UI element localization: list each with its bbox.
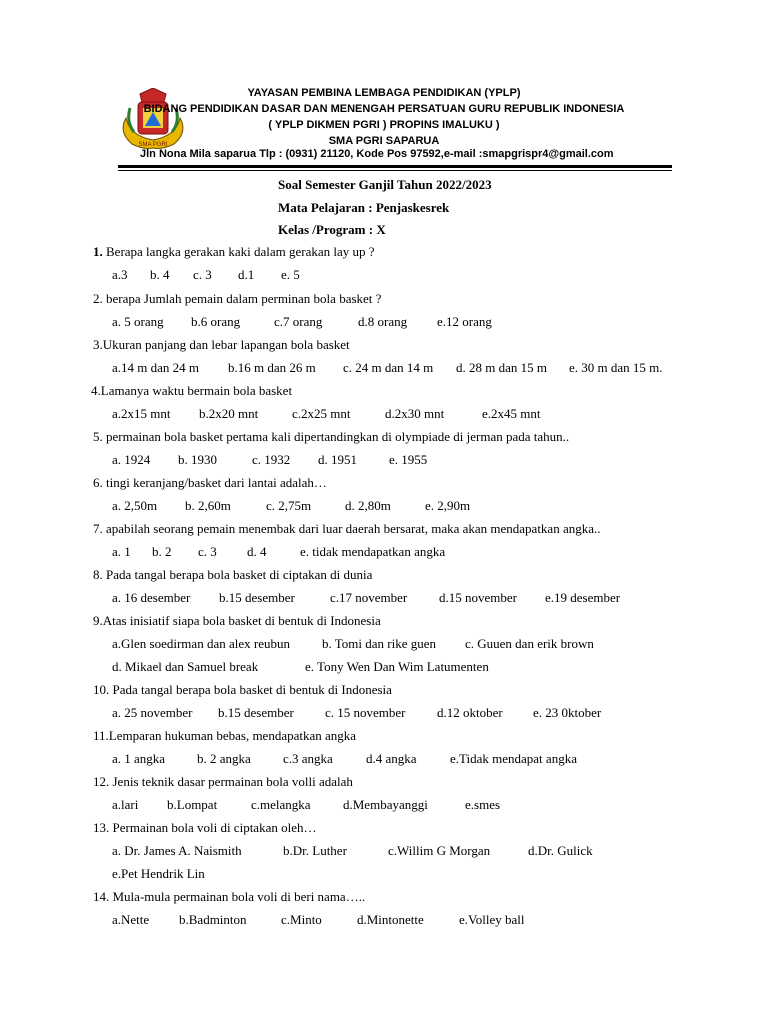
question-text: 12. Jenis teknik dasar permainan bola volli adalah: [93, 774, 353, 789]
school-name: SMA PGRI SAPARUA: [328, 135, 440, 147]
question-text: 4.Lamanya waktu bermain bola basket: [91, 383, 293, 398]
question-2: [93, 291, 381, 307]
answer-option: c. 1932: [252, 452, 291, 467]
answer-option: d.1: [238, 267, 255, 282]
answer-option: d.Mintonette: [357, 912, 424, 927]
answer-option: b.Dr. Luther: [283, 843, 347, 858]
header-rule-thick: [118, 165, 672, 168]
answer-option: d. 28 m dan 15 m: [456, 360, 547, 375]
logo-text: SMA PGRI: [138, 142, 168, 148]
answer-option: c.7 orang: [274, 314, 323, 329]
question-8: [93, 567, 372, 583]
question-11: [93, 728, 356, 744]
answer-option: d.4 angka: [366, 751, 417, 766]
question-1: [93, 244, 375, 260]
answer-option: c. Guuen dan erik brown: [465, 636, 594, 651]
answer-option: c.melangka: [251, 797, 311, 812]
answer-option: b.16 m dan 26 m: [228, 360, 316, 375]
question-5: [93, 429, 569, 445]
question-13: [93, 820, 316, 836]
answer-option: b.6 orang: [191, 314, 241, 329]
answer-option: e. 23 0ktober: [533, 705, 602, 720]
exam-subject: Mata Pelajaran : Penjaskesrek: [278, 200, 450, 215]
answer-option: e. Tony Wen Dan Wim Latumenten: [305, 659, 489, 674]
answer-option: b.2x20 mnt: [199, 406, 259, 421]
header-rule-thin: [118, 170, 672, 171]
answer-option: b.15 desember: [218, 705, 294, 720]
answer-option: d. Mikael dan Samuel break: [112, 659, 259, 674]
answer-option: d.Membayanggi: [343, 797, 428, 812]
division-name: BIDANG PENDIDIKAN DASAR DAN MENENGAH PERSATUAN GURU REPUBLIK INDONESIA: [143, 103, 625, 115]
answer-option: b. 2,60m: [185, 498, 231, 513]
school-contact: Jln Nona Mila saparua Tlp : (0931) 21120, Kode Pos 97592,e-mail :smapgrispr4@gmail.com: [140, 148, 614, 160]
answer-option: a.14 m dan 24 m: [112, 360, 200, 375]
answer-option: d. 4: [247, 544, 267, 559]
answer-option: e. 30 m dan 15 m.: [569, 360, 663, 375]
question-text: 13. Permainan bola voli di ciptakan oleh…: [93, 820, 317, 835]
answer-option: a. 1 angka: [112, 751, 166, 766]
answer-option: d.15 november: [439, 590, 517, 605]
answer-option: d. 1951: [318, 452, 357, 467]
answer-option: c.Minto: [281, 912, 322, 927]
office-name: ( YPLP DIKMEN PGRI ) PROPINS IMALUKU ): [268, 119, 500, 131]
answer-option: c. 15 november: [325, 705, 406, 720]
question-9: [93, 613, 381, 629]
answer-option: a.2x15 mnt: [112, 406, 171, 421]
answer-option: e. tidak mendapatkan angka: [300, 544, 446, 559]
answer-option: d.12 oktober: [437, 705, 503, 720]
answer-option: c.Willim G Morgan: [388, 843, 491, 858]
answer-option: c.2x25 mnt: [292, 406, 351, 421]
question-14: [93, 889, 365, 905]
answer-option: a. 1: [112, 544, 131, 559]
answer-option: e. 5: [281, 267, 300, 282]
answer-option: d. 2,80m: [345, 498, 391, 513]
answer-option: a. 2,50m: [112, 498, 158, 513]
answer-option: d.8 orang: [358, 314, 408, 329]
answer-option: e.2x45 mnt: [482, 406, 541, 421]
question-text: 10. Pada tangal berapa bola basket di bentuk di Indonesia: [93, 682, 392, 697]
answer-option: e. 1955: [389, 452, 428, 467]
answer-option: b. 1930: [178, 452, 217, 467]
answer-option: c.3 angka: [283, 751, 333, 766]
answer-option: a. 5 orang: [112, 314, 164, 329]
answer-option: b. 2: [152, 544, 172, 559]
answer-option: a.Nette: [112, 912, 150, 927]
question-text: 3.Ukuran panjang dan lebar lapangan bola basket: [93, 337, 350, 352]
question-text: 14. Mula-mula permainan bola voli di beri nama…..: [93, 889, 366, 904]
answer-option: b. Tomi dan rike guen: [322, 636, 437, 651]
answer-option: e.smes: [465, 797, 501, 812]
answer-option: b.Badminton: [179, 912, 247, 927]
exam-class: Kelas /Program : X: [278, 222, 386, 237]
question-text: 9.Atas inisiatif siapa bola basket di bentuk di Indonesia: [93, 613, 381, 628]
question-12: [93, 774, 353, 790]
answer-option: a.3: [112, 267, 128, 282]
answer-option: c. 2,75m: [266, 498, 312, 513]
question-text: 7. apabilah seorang pemain menembak dari luar daerah bersarat, maka akan mendapatkan angka..: [93, 521, 601, 536]
answer-option: e. 2,90m: [425, 498, 471, 513]
answer-option: d.2x30 mnt: [385, 406, 445, 421]
question-3: [93, 337, 350, 353]
question-7: [93, 521, 601, 537]
answer-option: b.15 desember: [219, 590, 295, 605]
question-text: 11.Lemparan hukuman bebas, mendapatkan angka: [93, 728, 357, 743]
answer-option: b.Lompat: [167, 797, 218, 812]
answer-option: e.Pet Hendrik Lin: [112, 866, 205, 881]
question-number: 1.: [93, 244, 106, 259]
answer-option: a. Dr. James A. Naismith: [112, 843, 242, 858]
answer-option: a. 1924: [112, 452, 151, 467]
question-text: Berapa langka gerakan kaki dalam gerakan lay up ?: [106, 244, 375, 259]
question-4: [91, 383, 292, 399]
answer-option: a. 25 november: [112, 705, 193, 720]
answer-option: a.Glen soedirman dan alex reubun: [112, 636, 290, 651]
answer-option: d.Dr. Gulick: [528, 843, 593, 858]
answer-option: c. 3: [198, 544, 217, 559]
question-text: 8. Pada tangal berapa bola basket di ciptakan di dunia: [93, 567, 373, 582]
answer-option: b. 2 angka: [197, 751, 251, 766]
answer-option: e.19 desember: [545, 590, 621, 605]
answer-option: c.17 november: [330, 590, 408, 605]
answer-option: b. 4: [150, 267, 170, 282]
question-text: 6. tingi keranjang/basket dari lantai adalah…: [93, 475, 327, 490]
question-6: [93, 475, 327, 491]
answer-option: a.lari: [112, 797, 139, 812]
question-10: [93, 682, 392, 698]
question-text: 2. berapa Jumlah pemain dalam perminan bola basket ?: [93, 291, 382, 306]
answer-option: c. 24 m dan 14 m: [343, 360, 434, 375]
question-text: 5. permainan bola basket pertama kali dipertandingkan di olympiade di jerman pada tahun..: [93, 429, 570, 444]
answer-option: e.12 orang: [437, 314, 492, 329]
answer-option: c. 3: [193, 267, 212, 282]
answer-option: a. 16 desember: [112, 590, 191, 605]
answer-option: e.Volley ball: [459, 912, 525, 927]
exam-title: Soal Semester Ganjil Tahun 2022/2023: [278, 177, 492, 192]
answer-option: e.Tidak mendapat angka: [450, 751, 577, 766]
foundation-name: YAYASAN PEMBINA LEMBAGA PENDIDIKAN (YPLP): [247, 87, 521, 99]
